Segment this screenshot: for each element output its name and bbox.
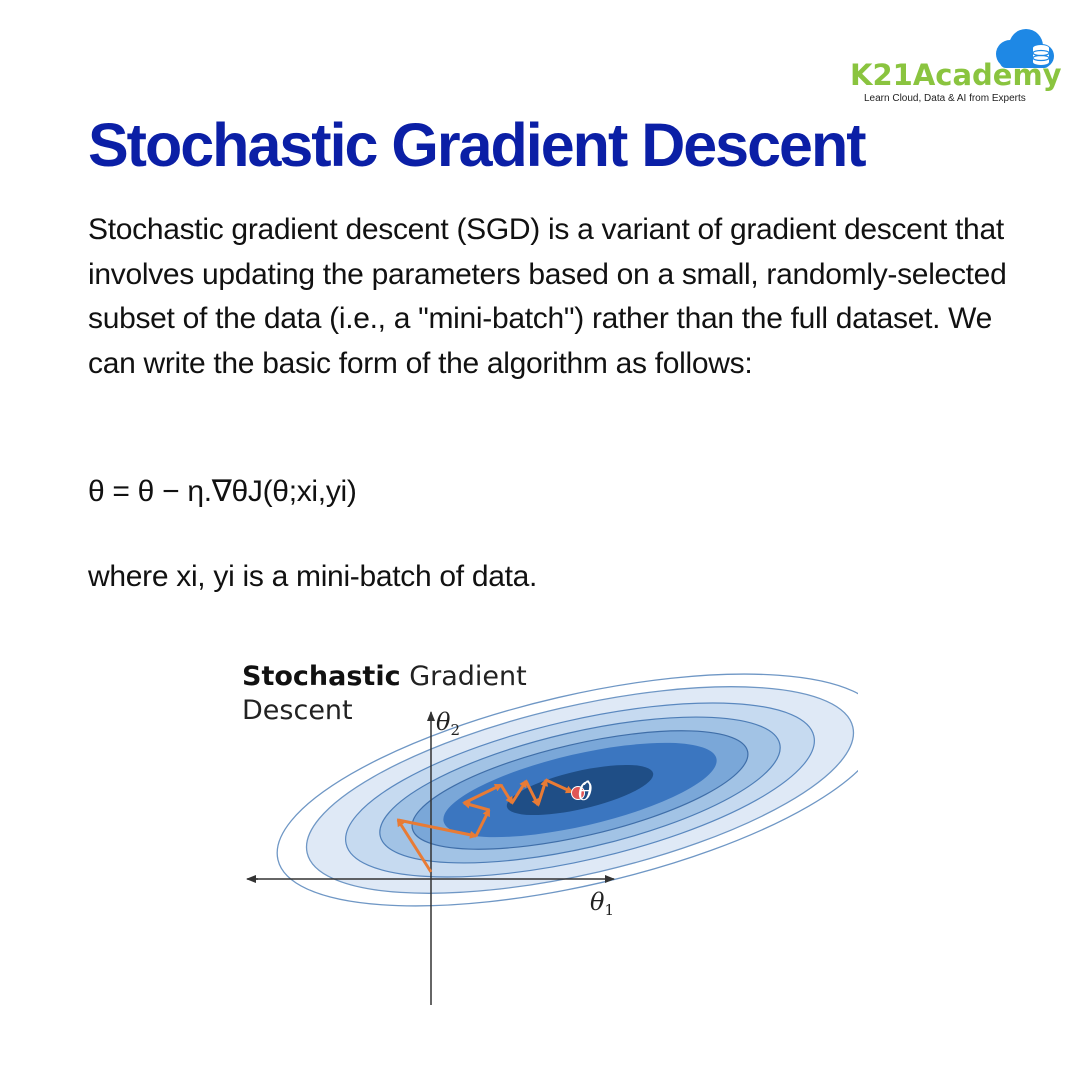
- update-formula: θ = θ − η.∇θJ(θ;xi,yi): [88, 475, 357, 508]
- brand-logo: [846, 28, 1060, 110]
- sgd-contour-diagram: [230, 650, 870, 1020]
- x-axis-label: $\theta_1$: [590, 888, 614, 919]
- formula-note: where xi, yi is a mini-batch of data.: [88, 560, 538, 593]
- page-title: Stochastic Gradient Descent: [88, 111, 865, 179]
- figure-title-bold: Stochastic: [242, 661, 401, 692]
- description-paragraph: Stochastic gradient descent (SGD) is a variant of gradient descent that involves updating the parameters based on a small, randomly-selected subset of the data (i.e., a "mini-batch") rather than the full dataset. We can write the basic form of the algorithm as follows:: [88, 213, 1007, 380]
- optimum-label: θ̂: [578, 778, 593, 806]
- y-axis-label: $\theta_2$: [436, 708, 460, 739]
- brand-tagline: Learn Cloud, Data & AI from Experts: [864, 93, 1026, 104]
- brand-name: K21Academy: [850, 58, 1062, 92]
- figure-title-rest: Gradient: [409, 661, 527, 692]
- figure-title-line2: Descent: [242, 695, 353, 726]
